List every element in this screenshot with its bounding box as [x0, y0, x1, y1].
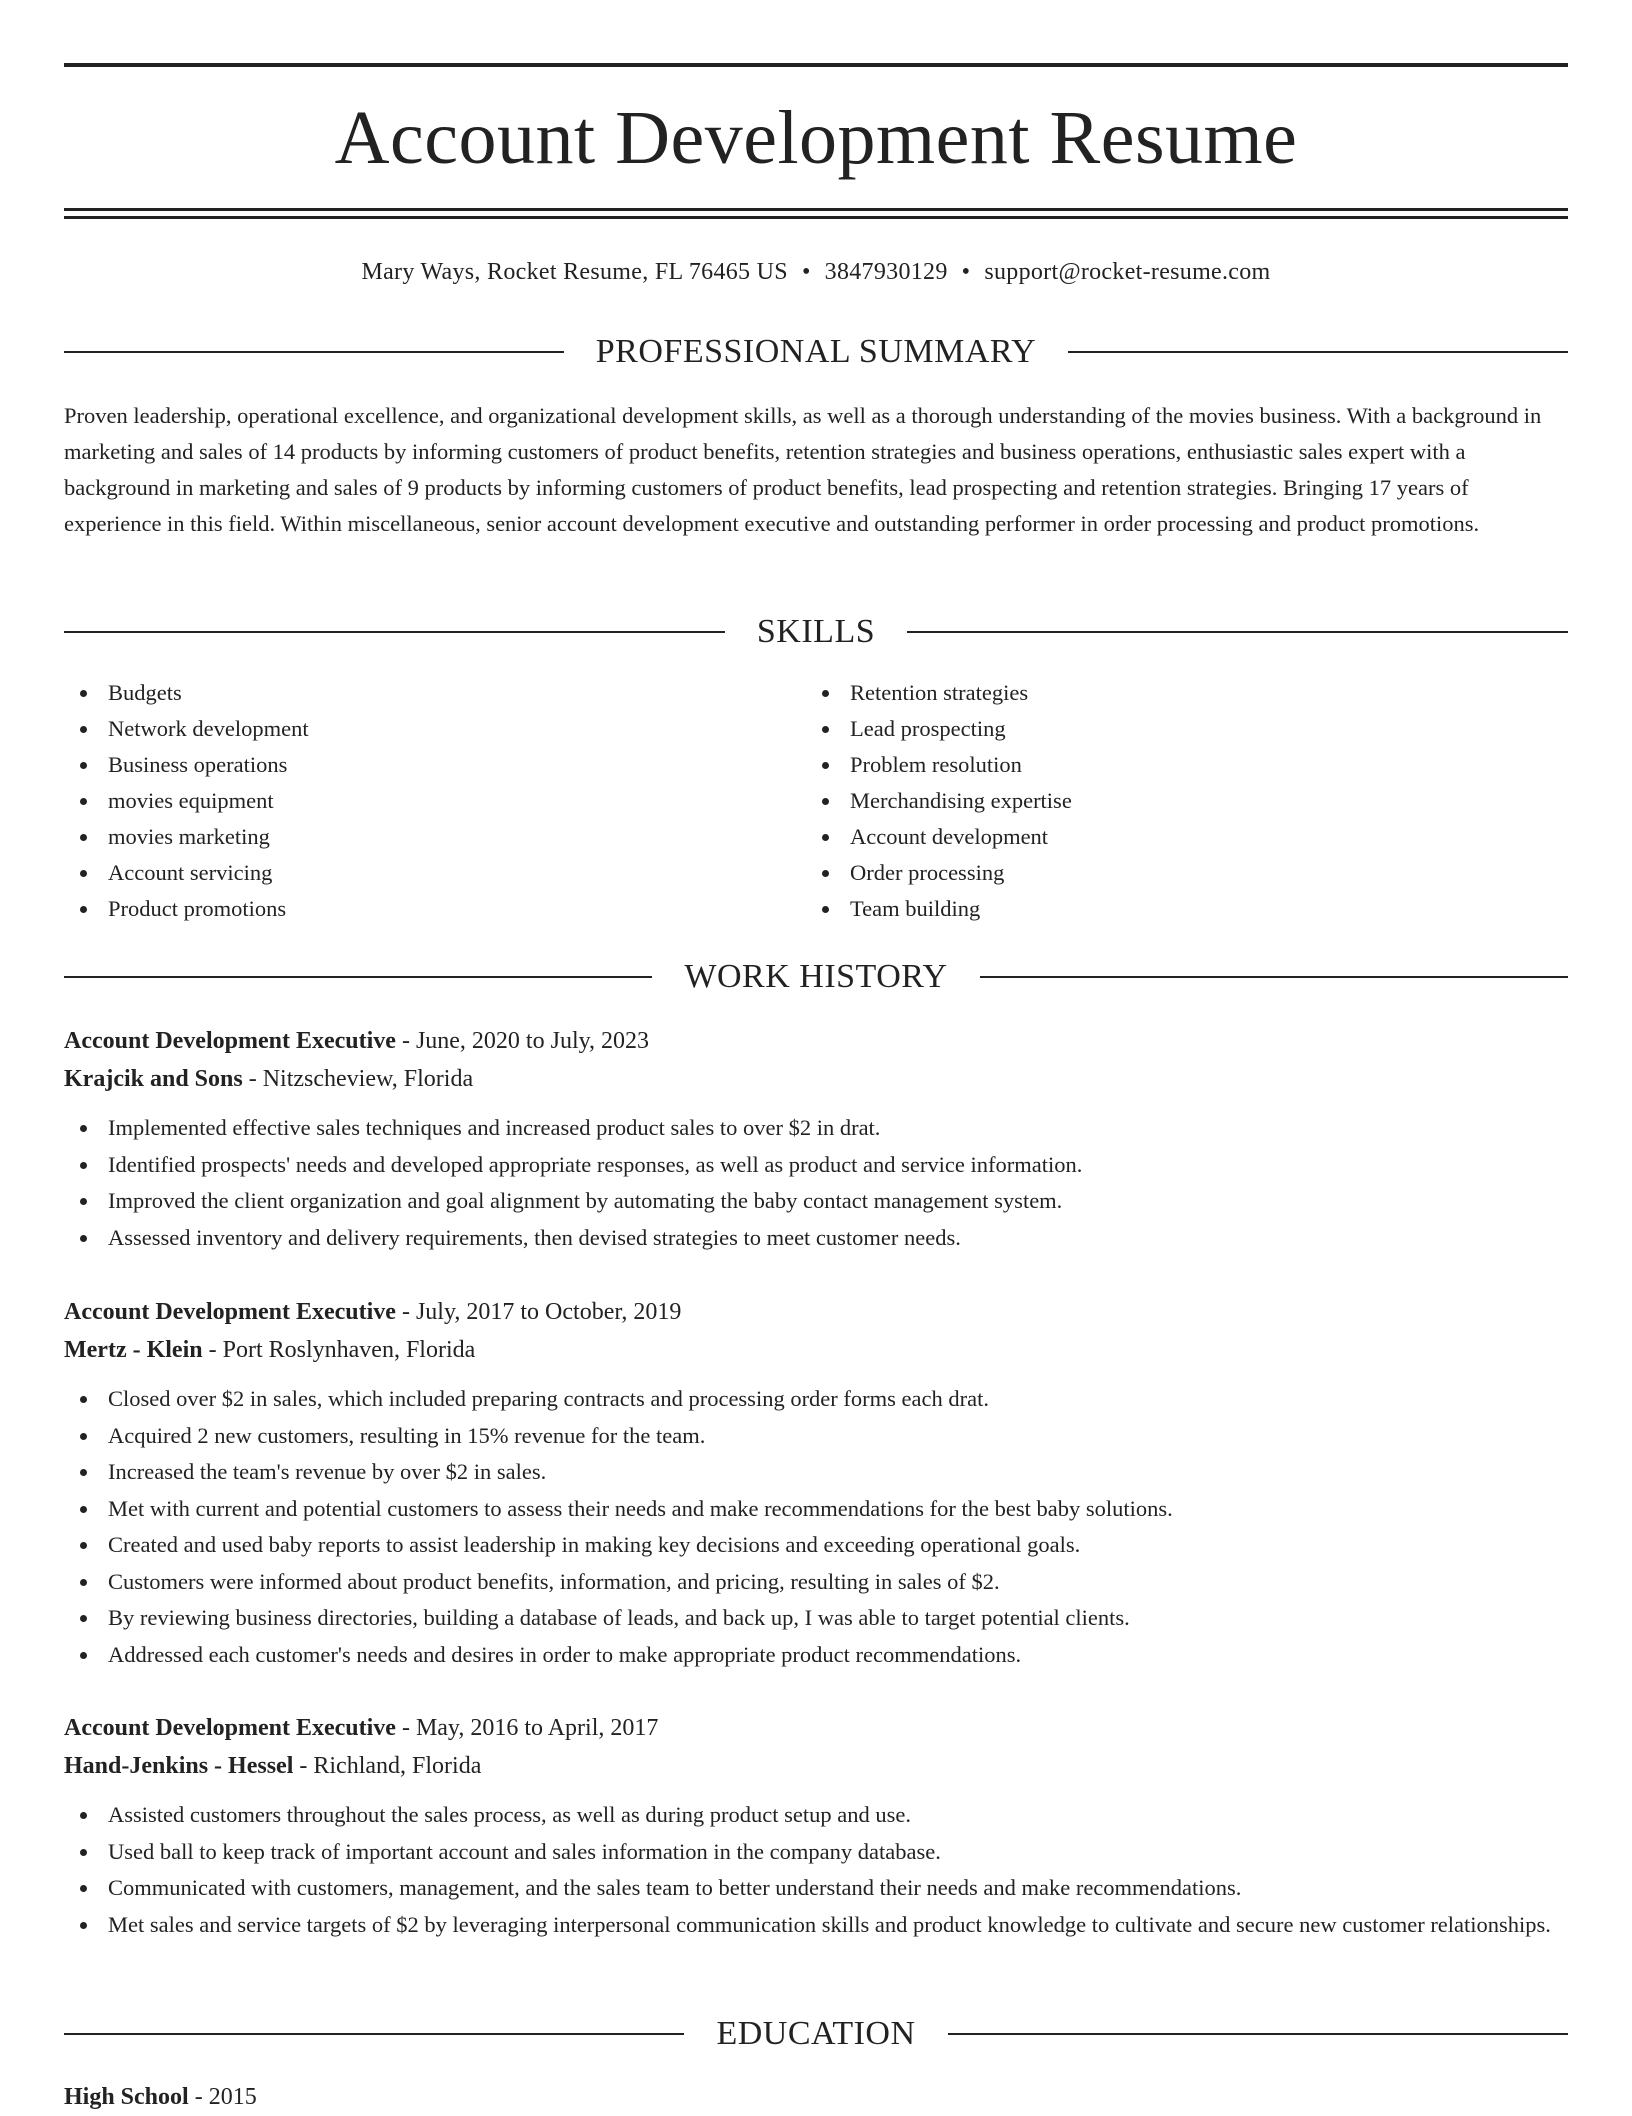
- top-rule: [64, 63, 1568, 67]
- dash: -: [242, 1066, 263, 1092]
- skills-column-right: [806, 675, 1506, 927]
- job-bullets: [64, 1110, 1568, 1256]
- job-bullet: Addressed each customer's needs and desires in order to make appropriate product recommendations.: [64, 1637, 1568, 1674]
- job-bullet: Assessed inventory and delivery requirements, then devised strategies to meet customer needs.: [64, 1220, 1568, 1257]
- section-rule: [948, 2033, 1568, 2035]
- section-rule: [64, 631, 725, 633]
- section-rule: [907, 631, 1568, 633]
- job-bullet: Assisted customers throughout the sales process, as well as during product setup and use.: [64, 1797, 1568, 1834]
- contact-phone: 3847930129: [824, 259, 948, 285]
- skill-item: Network development: [64, 711, 764, 747]
- contact-address: Mary Ways, Rocket Resume, FL 76465 US: [361, 259, 788, 285]
- job-bullet: Closed over $2 in sales, which included preparing contracts and processing order forms each drat.: [64, 1381, 1568, 1418]
- job-bullet: Acquired 2 new customers, resulting in 15% revenue for the team.: [64, 1418, 1568, 1455]
- skill-item: Product promotions: [64, 891, 764, 927]
- job-location: Nitzscheview, Florida: [262, 1066, 474, 1092]
- job-bullet: Met with current and potential customers to assess their needs and make recommendations for the best baby solutions.: [64, 1491, 1568, 1528]
- job-dates: July, 2017 to October, 2019: [415, 1299, 682, 1325]
- contact-line: [64, 254, 1568, 290]
- skill-item: Problem resolution: [806, 747, 1506, 783]
- job-location: Richland, Florida: [313, 1753, 482, 1779]
- job-bullet: Customers were informed about product benefits, information, and pricing, resulting in sales of $2.: [64, 1564, 1568, 1601]
- resume-title: Account Development Resume: [334, 96, 1298, 180]
- job-title-line: [64, 1709, 1568, 1747]
- skill-item: Account servicing: [64, 855, 764, 891]
- dash: -: [188, 2084, 209, 2110]
- job-bullet: Implemented effective sales techniques and increased product sales to over $2 in drat.: [64, 1110, 1568, 1147]
- summary-text: Proven leadership, operational excellence, and organizational development skills, as well as a thorough understanding of the movies business. With a background in marketing and sales of 14 products by informing customers of product benefits, retention strategies and business operations, enthusiastic sales expert with a background in marketing and sales of 9 products by informing customers of product benefits, lead prospecting and retention strategies. Bringing 17 years of experience in this field. Within miscellaneous, senior account development executive and outstanding performer in order processing and product promotions.: [64, 403, 1542, 536]
- dash: -: [395, 1299, 416, 1325]
- job-title-line: [64, 1293, 1568, 1331]
- job-company: Mertz - Klein: [64, 1337, 203, 1363]
- skill-item: Merchandising expertise: [806, 783, 1506, 819]
- education-year: 2015: [208, 2084, 257, 2110]
- job-bullet: Improved the client organization and goal alignment by automating the baby contact management system.: [64, 1183, 1568, 1220]
- contact-separator: •: [801, 259, 811, 285]
- job-bullet: Met sales and service targets of $2 by leveraging interpersonal communication skills and product knowledge to cultivate and secure new customer relationships.: [64, 1907, 1568, 1944]
- job-dates: May, 2016 to April, 2017: [415, 1715, 659, 1741]
- skills-column-left: [64, 675, 764, 927]
- job-role: Account Development Executive: [64, 1715, 396, 1741]
- job-entry: [64, 1709, 1568, 1943]
- job-company: Krajcik and Sons: [64, 1066, 243, 1092]
- job-location: Port Roslynhaven, Florida: [222, 1337, 476, 1363]
- section-header-education: [64, 2012, 1568, 2056]
- title-rule-lower: [64, 216, 1568, 219]
- job-bullet: Created and used baby reports to assist leadership in making key decisions and exceeding operational goals.: [64, 1527, 1568, 1564]
- skill-item: Team building: [806, 891, 1506, 927]
- job-company-line: [64, 1331, 1568, 1369]
- section-rule: [64, 351, 564, 353]
- job-role: Account Development Executive: [64, 1028, 396, 1054]
- job-bullet: Increased the team's revenue by over $2 in sales.: [64, 1454, 1568, 1491]
- section-header-summary: [64, 330, 1568, 374]
- job-role: Account Development Executive: [64, 1299, 396, 1325]
- job-bullet: Identified prospects' needs and developed appropriate responses, as well as product and service information.: [64, 1147, 1568, 1184]
- section-rule: [1068, 351, 1568, 353]
- section-title: WORK HISTORY: [684, 958, 948, 995]
- dash: -: [202, 1337, 223, 1363]
- skill-item: Lead prospecting: [806, 711, 1506, 747]
- job-bullets: [64, 1797, 1568, 1943]
- education-school: High School: [64, 2084, 189, 2110]
- contact-separator: •: [961, 259, 971, 285]
- section-rule: [64, 2033, 684, 2035]
- title-rule-upper: [64, 208, 1568, 211]
- section-title: PROFESSIONAL SUMMARY: [595, 333, 1037, 370]
- dash: -: [395, 1715, 416, 1741]
- skill-item: movies marketing: [64, 819, 764, 855]
- skill-item: movies equipment: [64, 783, 764, 819]
- job-dates: June, 2020 to July, 2023: [415, 1028, 650, 1054]
- job-bullet: Used ball to keep track of important account and sales information in the company database.: [64, 1834, 1568, 1871]
- job-bullet: Communicated with customers, management, and the sales team to better understand their needs and make recommendations.: [64, 1870, 1568, 1907]
- skill-item: Order processing: [806, 855, 1506, 891]
- section-title: EDUCATION: [716, 2015, 916, 2052]
- skill-item: Business operations: [64, 747, 764, 783]
- contact-email: support@rocket-resume.com: [984, 259, 1271, 285]
- skill-item: Retention strategies: [806, 675, 1506, 711]
- job-bullets: [64, 1381, 1568, 1673]
- dash: -: [395, 1028, 416, 1054]
- section-rule: [64, 976, 652, 978]
- education-entry: [64, 2078, 1568, 2116]
- job-entry: [64, 1022, 1568, 1256]
- section-header-skills: [64, 610, 1568, 654]
- job-bullet: By reviewing business directories, building a database of leads, and back up, I was able to target potential clients.: [64, 1600, 1568, 1637]
- section-header-work: [64, 955, 1568, 999]
- job-entry: [64, 1293, 1568, 1673]
- job-company: Hand-Jenkins - Hessel: [64, 1753, 294, 1779]
- job-company-line: [64, 1747, 1568, 1785]
- section-title: SKILLS: [756, 613, 876, 650]
- dash: -: [293, 1753, 314, 1779]
- section-rule: [980, 976, 1568, 978]
- job-company-line: [64, 1060, 1568, 1098]
- skill-item: Budgets: [64, 675, 764, 711]
- skill-item: Account development: [806, 819, 1506, 855]
- job-title-line: [64, 1022, 1568, 1060]
